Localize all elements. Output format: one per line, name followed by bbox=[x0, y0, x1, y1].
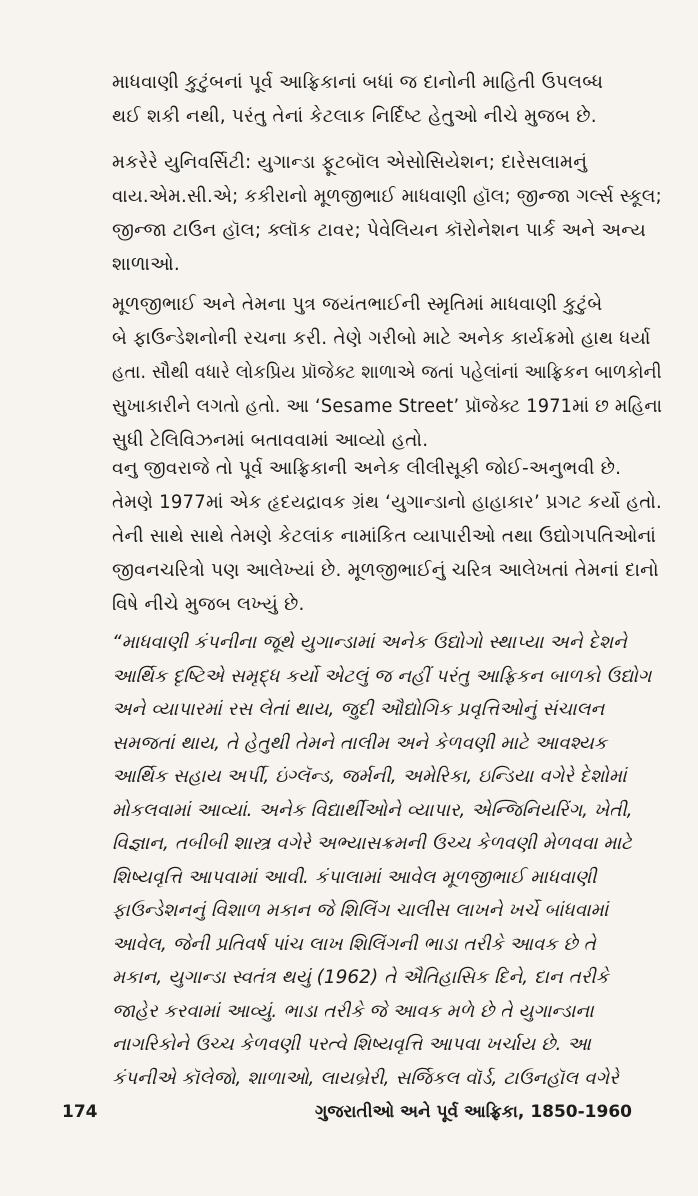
text-line: મૂળજીભાઈ અને તેમના પુત્ર જયંતભાઈની સ્મૃતિમાં માધવાણી કુટુંબે bbox=[112, 294, 603, 315]
quote-line: કંપનીએ કૉલેજો, શાળાઓ, લાયબ્રેરી, સર્જિકલ વૉર્ડ, ટાઉનહૉલ વગેરે bbox=[112, 1067, 619, 1089]
page-number: 174 bbox=[62, 1102, 98, 1122]
quote-line: અને વ્યાપારમાં રસ લેતાં થાય, જુદી ઔદ્યોગિક પ્રવૃત્તિઓનું સંચાલન bbox=[112, 699, 605, 720]
text-line: વિષે નીચે મુજબ લખ્યું છે. bbox=[112, 594, 305, 615]
text-line: મકરેરે યુનિવર્સિટી: યુગાન્ડા ફૂટબૉલ એસોસિયેશન; દારેસલામનું bbox=[112, 152, 588, 173]
text-line: વનુ જીવરાજે તો પૂર્વ આફ્રિકાની અનેક લીલીસૂકી જોઈ-અનુભવી છે. bbox=[112, 458, 622, 479]
quote-line: આવેલ, જેની પ્રતિવર્ષ પાંચ લાખ શિલિંગની ભાડા તરીકે આવક છે તે bbox=[112, 933, 596, 955]
paragraph-4 bbox=[112, 452, 662, 622]
text-line: માધવાણી કુટુંબનાં પૂર્વ આફ્રિકાનાં બધાં જ દાનોની માહિતી ઉપલબ્ધ bbox=[112, 72, 604, 93]
quote-line: સમજતાં થાય, તે હેતુથી તેમને તાલીમ અને કેળવણી માટે આવશ્યક bbox=[112, 732, 607, 754]
text-line: થઈ શકી નથી, પરંતુ તેનાં કેટલાક નિર્દિષ્ટ હેતુઓ નીચે મુજબ છે. bbox=[112, 106, 597, 127]
running-footer-title: ગુજરાતીઓ અને પૂર્વ આફ્રિકા, 1850-1960 bbox=[314, 1102, 632, 1122]
text-line: તેની સાથે સાથે તેમણે કેટલાંક નામાંકિત વ્યાપારીઓ તથા ઉદ્યોગપતિઓનાં bbox=[112, 526, 657, 547]
quote-line: મોકલવામાં આવ્યાં. અનેક વિદ્યાર્થીઓને વ્યાપાર, એન્જિનિયરિંગ, ખેતી, bbox=[112, 799, 633, 821]
quote-line: ફાઉન્ડેશનનું વિશાળ મકાન જે શિલિંગ ચાલીસ લાખને ખર્ચે બાંધવામાં bbox=[112, 900, 609, 921]
text-line: સુધી ટેલિવિઝનમાં બતાવવામાં આવ્યો હતો. bbox=[112, 430, 429, 451]
paragraph-1 bbox=[112, 66, 662, 134]
text-line: તેમણે 1977માં એક હૃદયદ્રાવક ગ્રંથ ‘યુગાન્ડાનો હાહાકાર’ પ્રગટ કર્યો હતો. bbox=[112, 492, 662, 513]
quote-line: નાગરિકોને ઉચ્ચ કેળવણી પરત્વે શિષ્યવૃત્તિ આપવા ખર્ચાય છે. આ bbox=[112, 1034, 591, 1055]
block-quote bbox=[112, 626, 664, 1095]
quote-line: શિષ્યવૃત્તિ આપવામાં આવી. કંપાલામાં આવેલ મૂળજીભાઈ માધવાણી bbox=[112, 866, 597, 888]
quote-line: જાહેર કરવામાં આવ્યું. ભાડા તરીકે જે આવક મળે છે તે યુગાન્ડાના bbox=[112, 1000, 594, 1022]
text-line: સુખાકારીને લગતો હતો. આ ‘Sesame Street’ પ્રૉજેક્ટ 1971માં છ મહિના bbox=[112, 396, 663, 417]
paragraph-2 bbox=[112, 146, 662, 282]
quote-line: આર્થિક દૃષ્ટિએ સમૃદ્ધ કર્યો એટલું જ નહીં પરંતુ આફ્રિકન બાળકો ઉદ્યોગ bbox=[112, 665, 652, 687]
text-line: જીવનચરિત્રો પણ આલેખ્યાં છે. મૂળજીભાઈનું ચરિત્ર આલેખતાં તેમનાં દાનો bbox=[112, 560, 659, 581]
text-line: શાળાઓ. bbox=[112, 254, 180, 275]
text-line: વાય.એમ.સી.એ; કકીરાનો મૂળજીભાઈ માધવાણી હૉલ; જીન્જા ગર્લ્સ સ્કૂલ; bbox=[112, 186, 662, 207]
quote-line: આર્થિક સહાય અર્પી, ઇંગ્લૅન્ડ, જર્મની, અમેરિકા, ઇન્ડિયા વગેરે દેશોમાં bbox=[112, 766, 627, 787]
quote-line: મકાન, યુગાન્ડા સ્વતંત્ર થયું (1962) તે ઐતિહાસિક દિને, દાન તરીકે bbox=[112, 967, 609, 988]
quote-line: વિજ્ઞાન, તબીબી શાસ્ત્ર વગેરે અભ્યાસક્રમની ઉચ્ચ કેળવણી મેળવવા માટે bbox=[112, 833, 632, 854]
text-line: બે ફાઉન્ડેશનોની રચના કરી. તેણે ગરીબો માટે અનેક કાર્યક્રમો હાથ ધર્યા bbox=[112, 328, 651, 349]
paragraph-3 bbox=[112, 288, 662, 458]
text-line: હતા. સૌથી વધારે લોકપ્રિય પ્રૉજેક્ટ શાળાએ જતાં પહેલાંનાં આફ્રિકન બાળકોની bbox=[112, 362, 662, 383]
quote-line: “માધવાણી કંપનીના જૂથે યુગાન્ડામાં અનેક ઉદ્યોગો સ્થાપ્યા અને દેશને bbox=[112, 632, 627, 653]
text-line: જીન્જા ટાઉન હૉલ; ક્લૉક ટાવર; પેવેલિયન કૉરોનેશન પાર્ક અને અન્ય bbox=[112, 220, 647, 241]
